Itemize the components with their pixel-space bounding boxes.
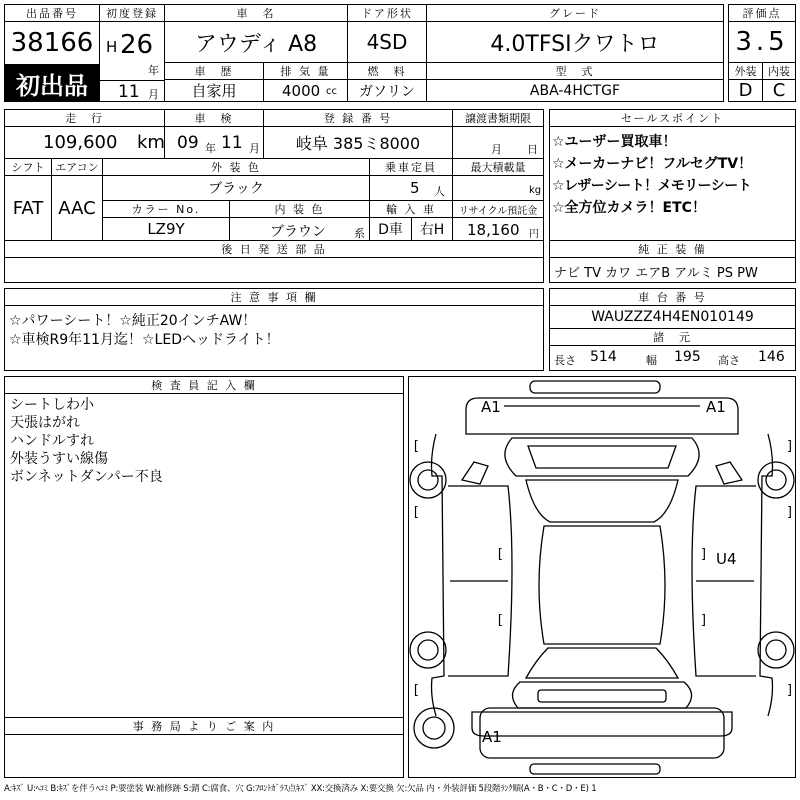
notes-label: 注 意 事 項 欄 xyxy=(4,288,544,306)
load-unit: kg xyxy=(529,185,542,196)
width: 195 xyxy=(674,349,701,365)
notes-box xyxy=(4,305,544,371)
sales-point-item: ☆全方位カメラ！ETC！ xyxy=(552,200,706,216)
ext-score-label: 外装 xyxy=(728,62,763,80)
inspector-box xyxy=(4,393,404,718)
int-color: ブラウン xyxy=(270,224,326,240)
reg-label: 初度登録 xyxy=(99,4,165,22)
ext-score: D xyxy=(728,79,763,102)
score: 3.5 xyxy=(728,21,796,63)
mileage-unit: km xyxy=(137,132,165,153)
inspector-line: ハンドルすれ xyxy=(10,433,94,449)
reg-year: 26 xyxy=(120,30,154,60)
int-color-cell xyxy=(229,217,370,241)
capacity: 5 xyxy=(410,179,420,197)
fuel: ガソリン xyxy=(347,79,427,102)
int-color-label: 内 装 色 xyxy=(229,200,370,218)
reg-year-unit: 年 xyxy=(148,64,159,77)
displacement-unit: cc xyxy=(326,86,337,97)
inspector-line: 外装うすい線傷 xyxy=(10,451,108,467)
recycle: 18,160 xyxy=(467,221,520,239)
dims-box xyxy=(549,345,796,371)
capacity-label: 乗車定員 xyxy=(369,158,453,176)
reg-era: H xyxy=(106,38,118,56)
displacement-cell xyxy=(263,79,348,102)
equipment-items: ナビ TV カワ エアB アルミ PS PW xyxy=(554,266,758,281)
equipment-box xyxy=(549,257,796,283)
capacity-unit: 人 xyxy=(434,185,445,198)
color-no-label: カラー No. xyxy=(102,200,230,218)
import-type: D車 xyxy=(369,217,412,241)
svg-text:]: ] xyxy=(786,439,794,454)
door-label: ドア形状 xyxy=(347,4,427,22)
damage-mark-a1-rear: A1 xyxy=(482,728,502,746)
car-history: 自家用 xyxy=(164,79,264,102)
first-listing-badge: 初出品 xyxy=(4,64,100,102)
sales-point-item: ☆ユーザー買取車！ xyxy=(552,134,677,150)
name-label: 車 名 xyxy=(164,4,348,22)
grade: 4.0TFSIクワトロ xyxy=(426,21,724,63)
model-label: 型 式 xyxy=(426,62,724,80)
notes-line: ☆パワーシート！☆純正20インチAW！ xyxy=(9,313,257,329)
mileage-label: 走 行 xyxy=(4,109,165,127)
later-parts-label: 後 日 発 送 部 品 xyxy=(4,240,544,258)
mileage-cell xyxy=(4,126,165,159)
sales-points-box xyxy=(549,126,796,241)
transfer-cell xyxy=(452,126,544,159)
mileage: 109,600 xyxy=(43,132,118,153)
reg-cell xyxy=(99,21,165,81)
chassis-label: 車 台 番 号 xyxy=(549,288,796,306)
capacity-cell xyxy=(369,175,453,201)
ac-label: エアコン xyxy=(51,158,103,176)
door-type: 4SD xyxy=(347,21,427,63)
recycle-label: リサイクル預託金 xyxy=(452,200,544,218)
notes-line: ☆車検R9年11月迄！☆LEDヘッドライト！ xyxy=(9,332,280,348)
svg-text:[: [ xyxy=(412,505,420,520)
svg-text:[: [ xyxy=(412,439,420,454)
load-cell xyxy=(452,175,544,201)
inspection-year: 09 xyxy=(177,133,199,153)
damage-mark-u4: U4 xyxy=(716,550,737,568)
length: 514 xyxy=(590,349,617,365)
int-score: C xyxy=(762,79,796,102)
import-label: 輸 入 車 xyxy=(369,200,453,218)
equipment-label: 純 正 装 備 xyxy=(549,240,796,258)
steering: 右H xyxy=(411,217,453,241)
car-diagram xyxy=(408,376,796,778)
recycle-cell xyxy=(452,217,544,241)
transfer-label: 譲渡書類期限 xyxy=(452,109,544,127)
svg-text:[: [ xyxy=(496,547,504,562)
height-label: 高さ xyxy=(718,354,740,367)
transfer-month-unit: 月 xyxy=(491,143,502,156)
reg-month-cell xyxy=(99,80,165,102)
shift: FAT xyxy=(4,175,52,241)
displacement: 4000 xyxy=(282,82,321,100)
lot-no: 38166 xyxy=(4,21,100,65)
reg-month: 11 xyxy=(118,82,140,102)
inspector-line: ボンネットダンパー不良 xyxy=(10,469,163,485)
svg-text:]: ] xyxy=(700,613,708,628)
inspection-cell xyxy=(164,126,264,159)
transfer-day-unit: 日 xyxy=(527,143,538,156)
grade-label: グレード xyxy=(426,4,724,22)
inspector-line: 天張はがれ xyxy=(10,415,80,431)
svg-text:]: ] xyxy=(786,505,794,520)
damage-mark-a1-front-left: A1 xyxy=(481,398,501,416)
inspector-label: 検 査 員 記 入 欄 xyxy=(4,376,404,394)
color-no: LZ9Y xyxy=(102,217,230,241)
ac: AAC xyxy=(51,175,103,241)
damage-mark-a1-front-right: A1 xyxy=(706,398,726,416)
inspection-month: 11 xyxy=(221,133,243,153)
ext-color: ブラック xyxy=(102,175,370,201)
fuel-label: 燃 料 xyxy=(347,62,427,80)
int-color-unit: 系 xyxy=(354,227,365,240)
model: ABA-4HCTGF xyxy=(426,79,724,102)
legend: A:ｷｽﾞ U:ﾍｺﾐ B:ｷｽﾞを伴うﾍｺﾐ P:要塗装 W:補修跡 S:錆 C:腐食、穴 G:ﾌﾛﾝﾄｶﾞﾗｽ点ｷｽﾞ XX:交換済み X:要交換 欠:欠品 内・外装評価 5段階ﾗﾝｸ順(A・B・C・D・E) 1 xyxy=(4,784,597,794)
office-box xyxy=(4,734,404,778)
svg-text:[: [ xyxy=(496,613,504,628)
svg-text:]: ] xyxy=(786,683,794,698)
width-label: 幅 xyxy=(646,354,657,367)
later-parts-cell xyxy=(4,257,544,283)
inspector-line: シートしわ小 xyxy=(10,397,94,413)
inspection-month-unit: 月 xyxy=(249,142,260,155)
score-label: 評価点 xyxy=(728,4,796,22)
chassis-number: WAUZZZ4H4EN010149 xyxy=(549,305,796,329)
office-label: 事 務 局 よ り ご 案 内 xyxy=(4,717,404,735)
recycle-unit: 円 xyxy=(529,229,539,240)
ext-color-label: 外 装 色 xyxy=(102,158,370,176)
int-score-label: 内装 xyxy=(762,62,796,80)
sales-points-label: セールスポイント xyxy=(549,109,796,127)
inspection-label: 車 検 xyxy=(164,109,264,127)
load-label: 最大積載量 xyxy=(452,158,544,176)
plate: 岐阜 385ミ8000 xyxy=(263,126,453,159)
inspection-year-unit: 年 xyxy=(205,142,216,155)
history-label: 車 歴 xyxy=(164,62,264,80)
length-label: 長さ xyxy=(554,354,576,367)
sales-point-item: ☆メーカーナビ！フルセグTV！ xyxy=(552,156,753,172)
displacement-label: 排 気 量 xyxy=(263,62,348,80)
sales-point-item: ☆レザーシート！メモリーシート xyxy=(552,178,751,194)
dims-label: 諸 元 xyxy=(549,328,796,346)
shift-label: シフト xyxy=(4,158,52,176)
car-name: アウディ A8 xyxy=(164,21,348,63)
svg-text:]: ] xyxy=(700,547,708,562)
plate-label: 登 録 番 号 xyxy=(263,109,453,127)
lot-no-label: 出品番号 xyxy=(4,4,100,22)
height: 146 xyxy=(758,349,785,365)
reg-month-unit: 月 xyxy=(148,88,159,101)
svg-text:[: [ xyxy=(412,683,420,698)
